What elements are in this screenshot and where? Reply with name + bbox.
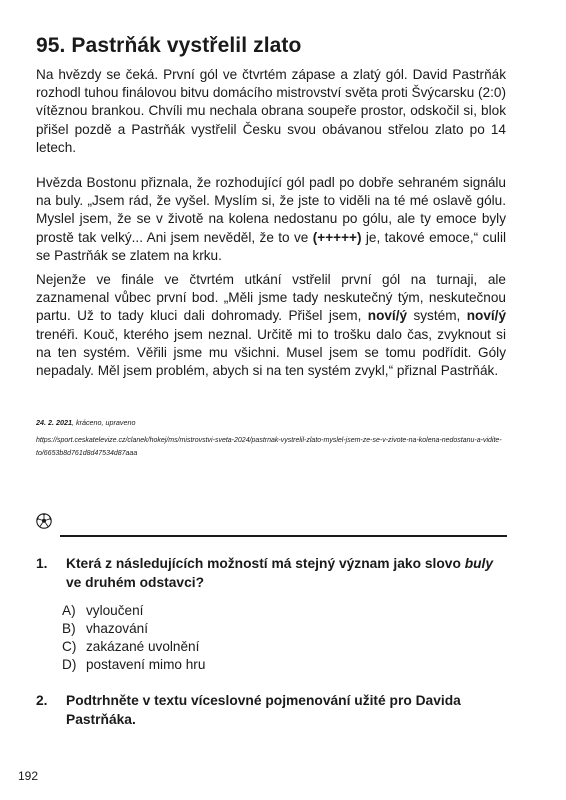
- paragraph-3-text-b: systém,: [407, 308, 467, 324]
- option-letter: A): [62, 603, 76, 618]
- paragraph-3-text-a: Nejenže ve finále ve čtvrtém utkání vstřelil první gól na turnaji, ale zaznamenal vůbec první bod. „Měli jsme tady neskutečný tým, neskutečnou partu. Už to tady kluci dali dohromady. Přišel jsem,: [36, 272, 506, 324]
- option-letter: D): [62, 657, 77, 672]
- source-date: 24. 2. 2021: [36, 418, 72, 427]
- article-paragraph-1: [36, 66, 506, 157]
- question-2-number: 2.: [36, 693, 48, 708]
- option-letter: C): [62, 639, 77, 654]
- option-text: postavení mimo hru: [86, 657, 206, 672]
- bold-choice-2: noví/ý: [466, 308, 506, 324]
- question-1-options: [62, 602, 205, 674]
- question-1-keyword: buly: [464, 556, 494, 571]
- option-text: vyloučení: [86, 603, 144, 618]
- article-paragraph-3: [36, 271, 506, 380]
- question-1: [36, 554, 516, 592]
- option-text: vhazování: [86, 621, 148, 636]
- source-note: , kráceno, upraveno: [71, 418, 136, 427]
- question-1-text: [66, 554, 506, 592]
- option-a[interactable]: [62, 602, 205, 620]
- paragraph-3-text-c: trenéři. Kouč, kterého jsem neznal. Určitě mi to trošku dalo čas, zvyknout si na ten systém. Věřili jsme mu všichni. Musel jsem se tomu podřídit. Góly nepadaly. Měl jsem problém, abych si na ten systém zvykl,“ přiznal Pastrňák.: [36, 326, 506, 379]
- soccer-ball-icon: [36, 513, 52, 529]
- section-divider: [60, 535, 507, 537]
- article-title: 95. Pastrňák vystřelil zlato: [36, 34, 302, 57]
- bold-choice-1: noví/ý: [367, 308, 408, 324]
- paragraph-2-text-end: je, takové emoce,“ culil se Pastrňák se zlatem na krku.: [36, 229, 506, 263]
- source-citation: [36, 418, 136, 427]
- question-1-text-start: Která z následujících možností má stejný význam jako slovo: [66, 556, 465, 571]
- question-1-text-end: ve druhém odstavci?: [66, 575, 205, 590]
- paragraph-2-text-start: Hvězda Bostonu přiznala, že rozhodující gól padl po dobře sehraném signálu na buly. „Jsem rád, že vyšel. Myslím si, že jste to viděli na té mé oslavě gólu. Myslel jsem, že se v životě na kolena nedostanu po gólu, ale ty emoce byly prostě tak velký... Ani jsem nevěděl, že to ve: [36, 175, 506, 245]
- question-2: [36, 691, 516, 729]
- question-2-text: Podtrhněte v textu víceslovné pojmenování užité pro Davida Pastrňáka.: [66, 693, 461, 727]
- question-1-number: 1.: [36, 556, 48, 571]
- option-d[interactable]: [62, 656, 205, 674]
- article-paragraph-2: [36, 174, 506, 265]
- option-text: zakázané uvolnění: [86, 639, 200, 654]
- blank-placeholder: (+++++): [312, 229, 362, 245]
- page-number: 192: [18, 769, 39, 783]
- source-url: https://sport.ceskatelevize.cz/clanek/hokej/ms/mistrovstvi-sveta-2024/pastrnak-vystrelil-zlato-myslel-jsem-ze-se-v-zivote-na-kolena-nedostanu-a-vidite-to/6653b8d761d8d47534d87aaa: [36, 437, 502, 457]
- option-letter: B): [62, 621, 76, 636]
- paragraph-1-text: Na hvězdy se čeká. První gól ve čtvrtém zápase a zlatý gól. David Pastrňák rozhodl tuhou finálovou bitvu domácího mistrovství světa proti Švýcarsku (2:0) vítěznou brankou. Chvíli mu nechala obrana soupeře prostor, odskočil si, blok přišel pozdě a Pastrňák vystřelil Česku svou obávanou střelou zlato po 14 letech.: [36, 67, 506, 155]
- option-c[interactable]: [62, 638, 205, 656]
- option-b[interactable]: [62, 620, 205, 638]
